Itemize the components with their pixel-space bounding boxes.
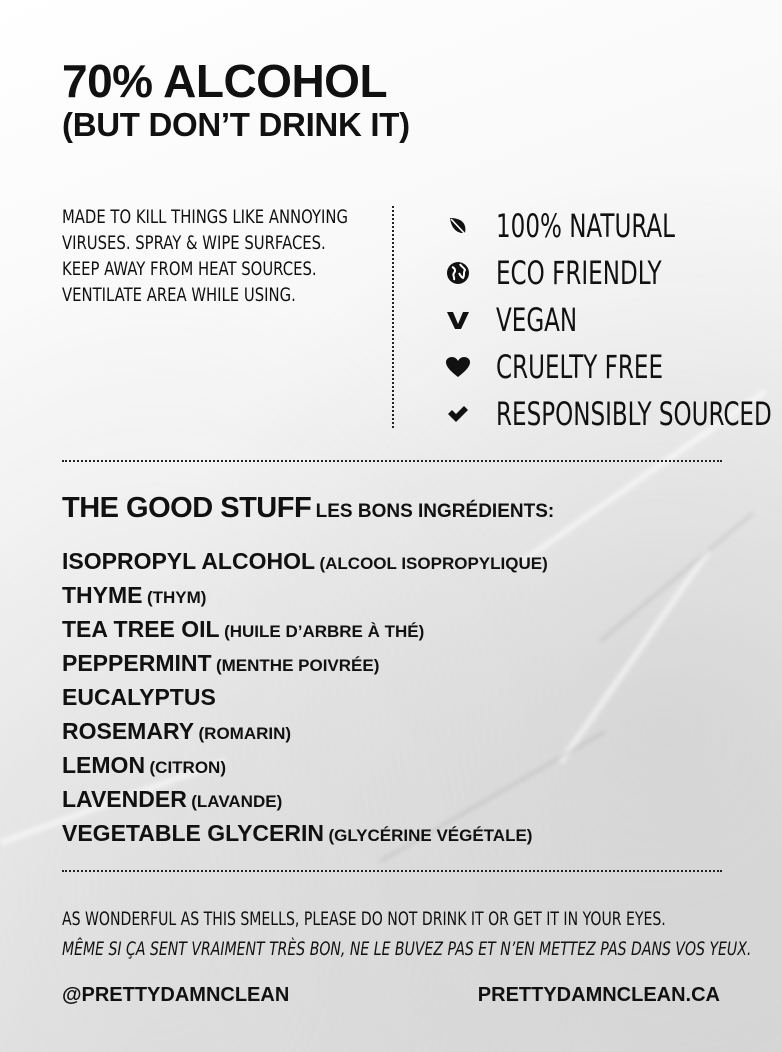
ingredients-heading-fr: LES BONS INGRÉDIENTS:	[315, 501, 555, 522]
feature-label: ECO FRIENDLY	[496, 253, 662, 292]
ingredient-list	[62, 544, 548, 850]
ingredient-french: (LAVANDE)	[191, 792, 283, 811]
checkmark-icon	[444, 400, 472, 428]
ingredient-name: EUCALYPTUS	[62, 684, 216, 710]
ingredient-french: (GLYCÉRINE VÉGÉTALE)	[328, 826, 533, 845]
feature-list	[444, 202, 782, 437]
ingredient-name: ROSEMARY	[62, 718, 195, 744]
product-subtitle: (BUT DON’T DRINK IT)	[62, 106, 410, 143]
ingredient-item	[62, 714, 548, 748]
ingredient-french: (ROMARIN)	[198, 724, 292, 743]
product-title: 70% ALCOHOL	[62, 55, 388, 107]
feature-label: VEGAN	[496, 300, 578, 339]
ingredient-french: (CITRON)	[149, 758, 226, 777]
dotted-divider	[62, 460, 722, 462]
ingredient-name: THYME	[62, 582, 143, 608]
globe-icon	[444, 259, 472, 287]
ingredient-item	[62, 578, 548, 612]
ingredient-item	[62, 680, 548, 714]
usage-line: MADE TO KILL THINGS LIKE ANNOYING	[62, 206, 348, 228]
ingredient-item	[62, 646, 548, 680]
feature-item	[444, 390, 782, 437]
feature-item	[444, 296, 782, 343]
ingredient-item	[62, 816, 548, 850]
usage-line: VIRUSES. SPRAY & WIPE SURFACES.	[62, 232, 326, 254]
ingredient-french: (ALCOOL ISOPROPYLIQUE)	[319, 554, 548, 573]
ingredient-french: (THYM)	[146, 588, 207, 607]
ingredient-name: VEGETABLE GLYCERIN	[62, 820, 324, 846]
marble-vein	[599, 512, 754, 643]
dotted-divider-vertical	[392, 206, 394, 428]
leaf-icon	[444, 212, 472, 240]
warning-french: MÊME SI ÇA SENT VRAIMENT TRÈS BON, NE LE BUVEZ PAS ET N’EN METTEZ PAS DANS VOS YEUX.	[62, 938, 752, 960]
social-handle: @PRETTYDAMNCLEAN	[62, 984, 290, 1006]
feature-label: CRUELTY FREE	[496, 347, 664, 386]
heart-icon	[444, 353, 472, 381]
ingredient-french: (MENTHE POIVRÉE)	[215, 656, 380, 675]
ingredients-heading	[62, 492, 554, 525]
feature-item	[444, 343, 782, 390]
ingredients-heading-en: THE GOOD STUFF	[62, 492, 312, 524]
ingredient-name: TEA TREE OIL	[62, 616, 220, 642]
ingredient-item	[62, 782, 548, 816]
ingredient-name: ISOPROPYL ALCOHOL	[62, 548, 316, 574]
warning-english: AS WONDERFUL AS THIS SMELLS, PLEASE DO NOT DRINK IT OR GET IT IN YOUR EYES.	[62, 908, 666, 930]
feature-label: RESPONSIBLY SOURCED	[496, 394, 772, 433]
ingredient-french: (HUILE D’ARBRE À THÉ)	[224, 622, 425, 641]
marble-vein	[558, 548, 712, 764]
feature-item	[444, 249, 782, 296]
feature-item	[444, 202, 782, 249]
dotted-divider	[62, 870, 722, 872]
website-url: PRETTYDAMNCLEAN.CA	[477, 984, 720, 1006]
ingredient-name: LEMON	[62, 752, 146, 778]
usage-line: VENTILATE AREA WHILE USING.	[62, 284, 296, 306]
ingredient-name: LAVENDER	[62, 786, 187, 812]
usage-line: KEEP AWAY FROM HEAT SOURCES.	[62, 258, 317, 280]
feature-label: 100% NATURAL	[496, 206, 676, 245]
warning-text	[62, 904, 751, 964]
vegan-v-icon	[444, 306, 472, 334]
ingredient-item	[62, 748, 548, 782]
ingredient-item	[62, 544, 548, 578]
ingredient-item	[62, 612, 548, 646]
ingredient-name: PEPPERMINT	[62, 650, 212, 676]
usage-description	[62, 204, 348, 308]
